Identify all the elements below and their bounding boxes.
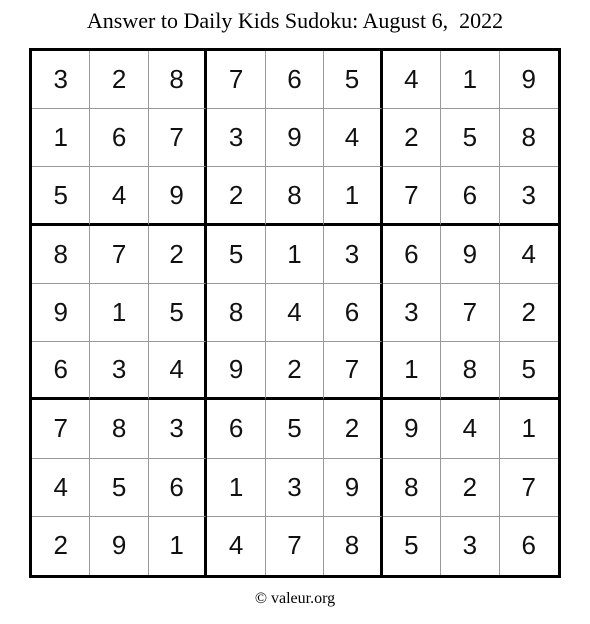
sudoku-cell-r3c3: 9	[149, 167, 207, 225]
sudoku-cell-r9c6: 8	[324, 517, 382, 575]
sudoku-cell-r7c6: 2	[324, 400, 382, 458]
sudoku-cell-r4c4: 5	[207, 226, 265, 284]
sudoku-cell-r6c7: 1	[383, 342, 441, 400]
sudoku-cell-r4c9: 4	[500, 226, 558, 284]
sudoku-cell-r1c1: 3	[32, 51, 90, 109]
sudoku-cell-r1c6: 5	[324, 51, 382, 109]
sudoku-cell-r9c1: 2	[32, 517, 90, 575]
sudoku-cell-r4c1: 8	[32, 226, 90, 284]
sudoku-cell-r3c8: 6	[441, 167, 499, 225]
sudoku-cell-r8c5: 3	[266, 459, 324, 517]
sudoku-cell-r8c7: 8	[383, 459, 441, 517]
sudoku-cell-r6c1: 6	[32, 342, 90, 400]
sudoku-cell-r2c8: 5	[441, 109, 499, 167]
sudoku-cell-r7c2: 8	[90, 400, 148, 458]
sudoku-cell-r2c1: 1	[32, 109, 90, 167]
sudoku-cell-r4c8: 9	[441, 226, 499, 284]
sudoku-cell-r4c3: 2	[149, 226, 207, 284]
sudoku-cell-r1c4: 7	[207, 51, 265, 109]
sudoku-cell-r8c9: 7	[500, 459, 558, 517]
sudoku-cell-r2c7: 2	[383, 109, 441, 167]
sudoku-cell-r5c6: 6	[324, 284, 382, 342]
sudoku-cell-r8c4: 1	[207, 459, 265, 517]
sudoku-cell-r7c4: 6	[207, 400, 265, 458]
sudoku-cell-r4c7: 6	[383, 226, 441, 284]
sudoku-cell-r3c4: 2	[207, 167, 265, 225]
sudoku-cell-r3c1: 5	[32, 167, 90, 225]
sudoku-cell-r1c3: 8	[149, 51, 207, 109]
sudoku-cell-r9c3: 1	[149, 517, 207, 575]
sudoku-cell-r2c9: 8	[500, 109, 558, 167]
sudoku-cell-r4c6: 3	[324, 226, 382, 284]
sudoku-cell-r6c5: 2	[266, 342, 324, 400]
sudoku-cell-r2c2: 6	[90, 109, 148, 167]
sudoku-cell-r7c7: 9	[383, 400, 441, 458]
sudoku-cell-r5c2: 1	[90, 284, 148, 342]
sudoku-cell-r3c6: 1	[324, 167, 382, 225]
sudoku-cell-r3c5: 8	[266, 167, 324, 225]
sudoku-cell-r5c7: 3	[383, 284, 441, 342]
sudoku-cell-r2c3: 7	[149, 109, 207, 167]
sudoku-cell-r1c8: 1	[441, 51, 499, 109]
sudoku-cell-r6c3: 4	[149, 342, 207, 400]
sudoku-cell-r6c9: 5	[500, 342, 558, 400]
sudoku-cell-r3c2: 4	[90, 167, 148, 225]
sudoku-cell-r1c7: 4	[383, 51, 441, 109]
sudoku-cell-r5c5: 4	[266, 284, 324, 342]
sudoku-cell-r3c7: 7	[383, 167, 441, 225]
sudoku-cell-r8c3: 6	[149, 459, 207, 517]
sudoku-cell-r6c2: 3	[90, 342, 148, 400]
sudoku-cell-r1c9: 9	[500, 51, 558, 109]
sudoku-cell-r5c4: 8	[207, 284, 265, 342]
sudoku-cell-r7c9: 1	[500, 400, 558, 458]
sudoku-cell-r3c9: 3	[500, 167, 558, 225]
sudoku-cell-r4c5: 1	[266, 226, 324, 284]
puzzle-title: Answer to Daily Kids Sudoku: August 6, 2022	[86, 8, 504, 33]
sudoku-cell-r5c8: 7	[441, 284, 499, 342]
sudoku-cell-r9c9: 6	[521, 530, 536, 561]
copyright-footer: © valeur.org	[254, 590, 336, 607]
sudoku-cell-r2c5: 9	[266, 109, 324, 167]
sudoku-cell-r8c2: 5	[90, 459, 148, 517]
sudoku-cell-r7c8: 4	[441, 400, 499, 458]
sudoku-cell-r8c8: 2	[441, 459, 499, 517]
sudoku-cell-r8c6: 9	[324, 459, 382, 517]
sudoku-cell-r7c3: 3	[149, 400, 207, 458]
sudoku-cell-r6c4: 9	[207, 342, 265, 400]
sudoku-cell-r7c1: 7	[32, 400, 90, 458]
sudoku-cell-r4c2: 7	[90, 226, 148, 284]
sudoku-cell-r2c4: 3	[207, 109, 265, 167]
sudoku-grid	[29, 48, 561, 578]
sudoku-cell-r9c7: 5	[383, 517, 441, 575]
sudoku-cell-r2c6: 4	[324, 109, 382, 167]
sudoku-cell-r6c6: 7	[324, 342, 382, 400]
sudoku-cell-r1c2: 2	[90, 51, 148, 109]
sudoku-cell-r9c2: 9	[90, 517, 148, 575]
sudoku-cell-r5c1: 9	[32, 284, 90, 342]
sudoku-cell-r9c4: 4	[207, 517, 265, 575]
sudoku-cell-r9c5: 7	[266, 517, 324, 575]
sudoku-cell-r6c8: 8	[441, 342, 499, 400]
sudoku-cell-r5c9: 2	[500, 284, 558, 342]
sudoku-cell-r5c3: 5	[149, 284, 207, 342]
sudoku-cell-r9c8: 3	[441, 517, 499, 575]
sudoku-cell-r1c5: 6	[266, 51, 324, 109]
sudoku-cell-r8c1: 4	[32, 459, 90, 517]
sudoku-cell-r7c5: 5	[266, 400, 324, 458]
